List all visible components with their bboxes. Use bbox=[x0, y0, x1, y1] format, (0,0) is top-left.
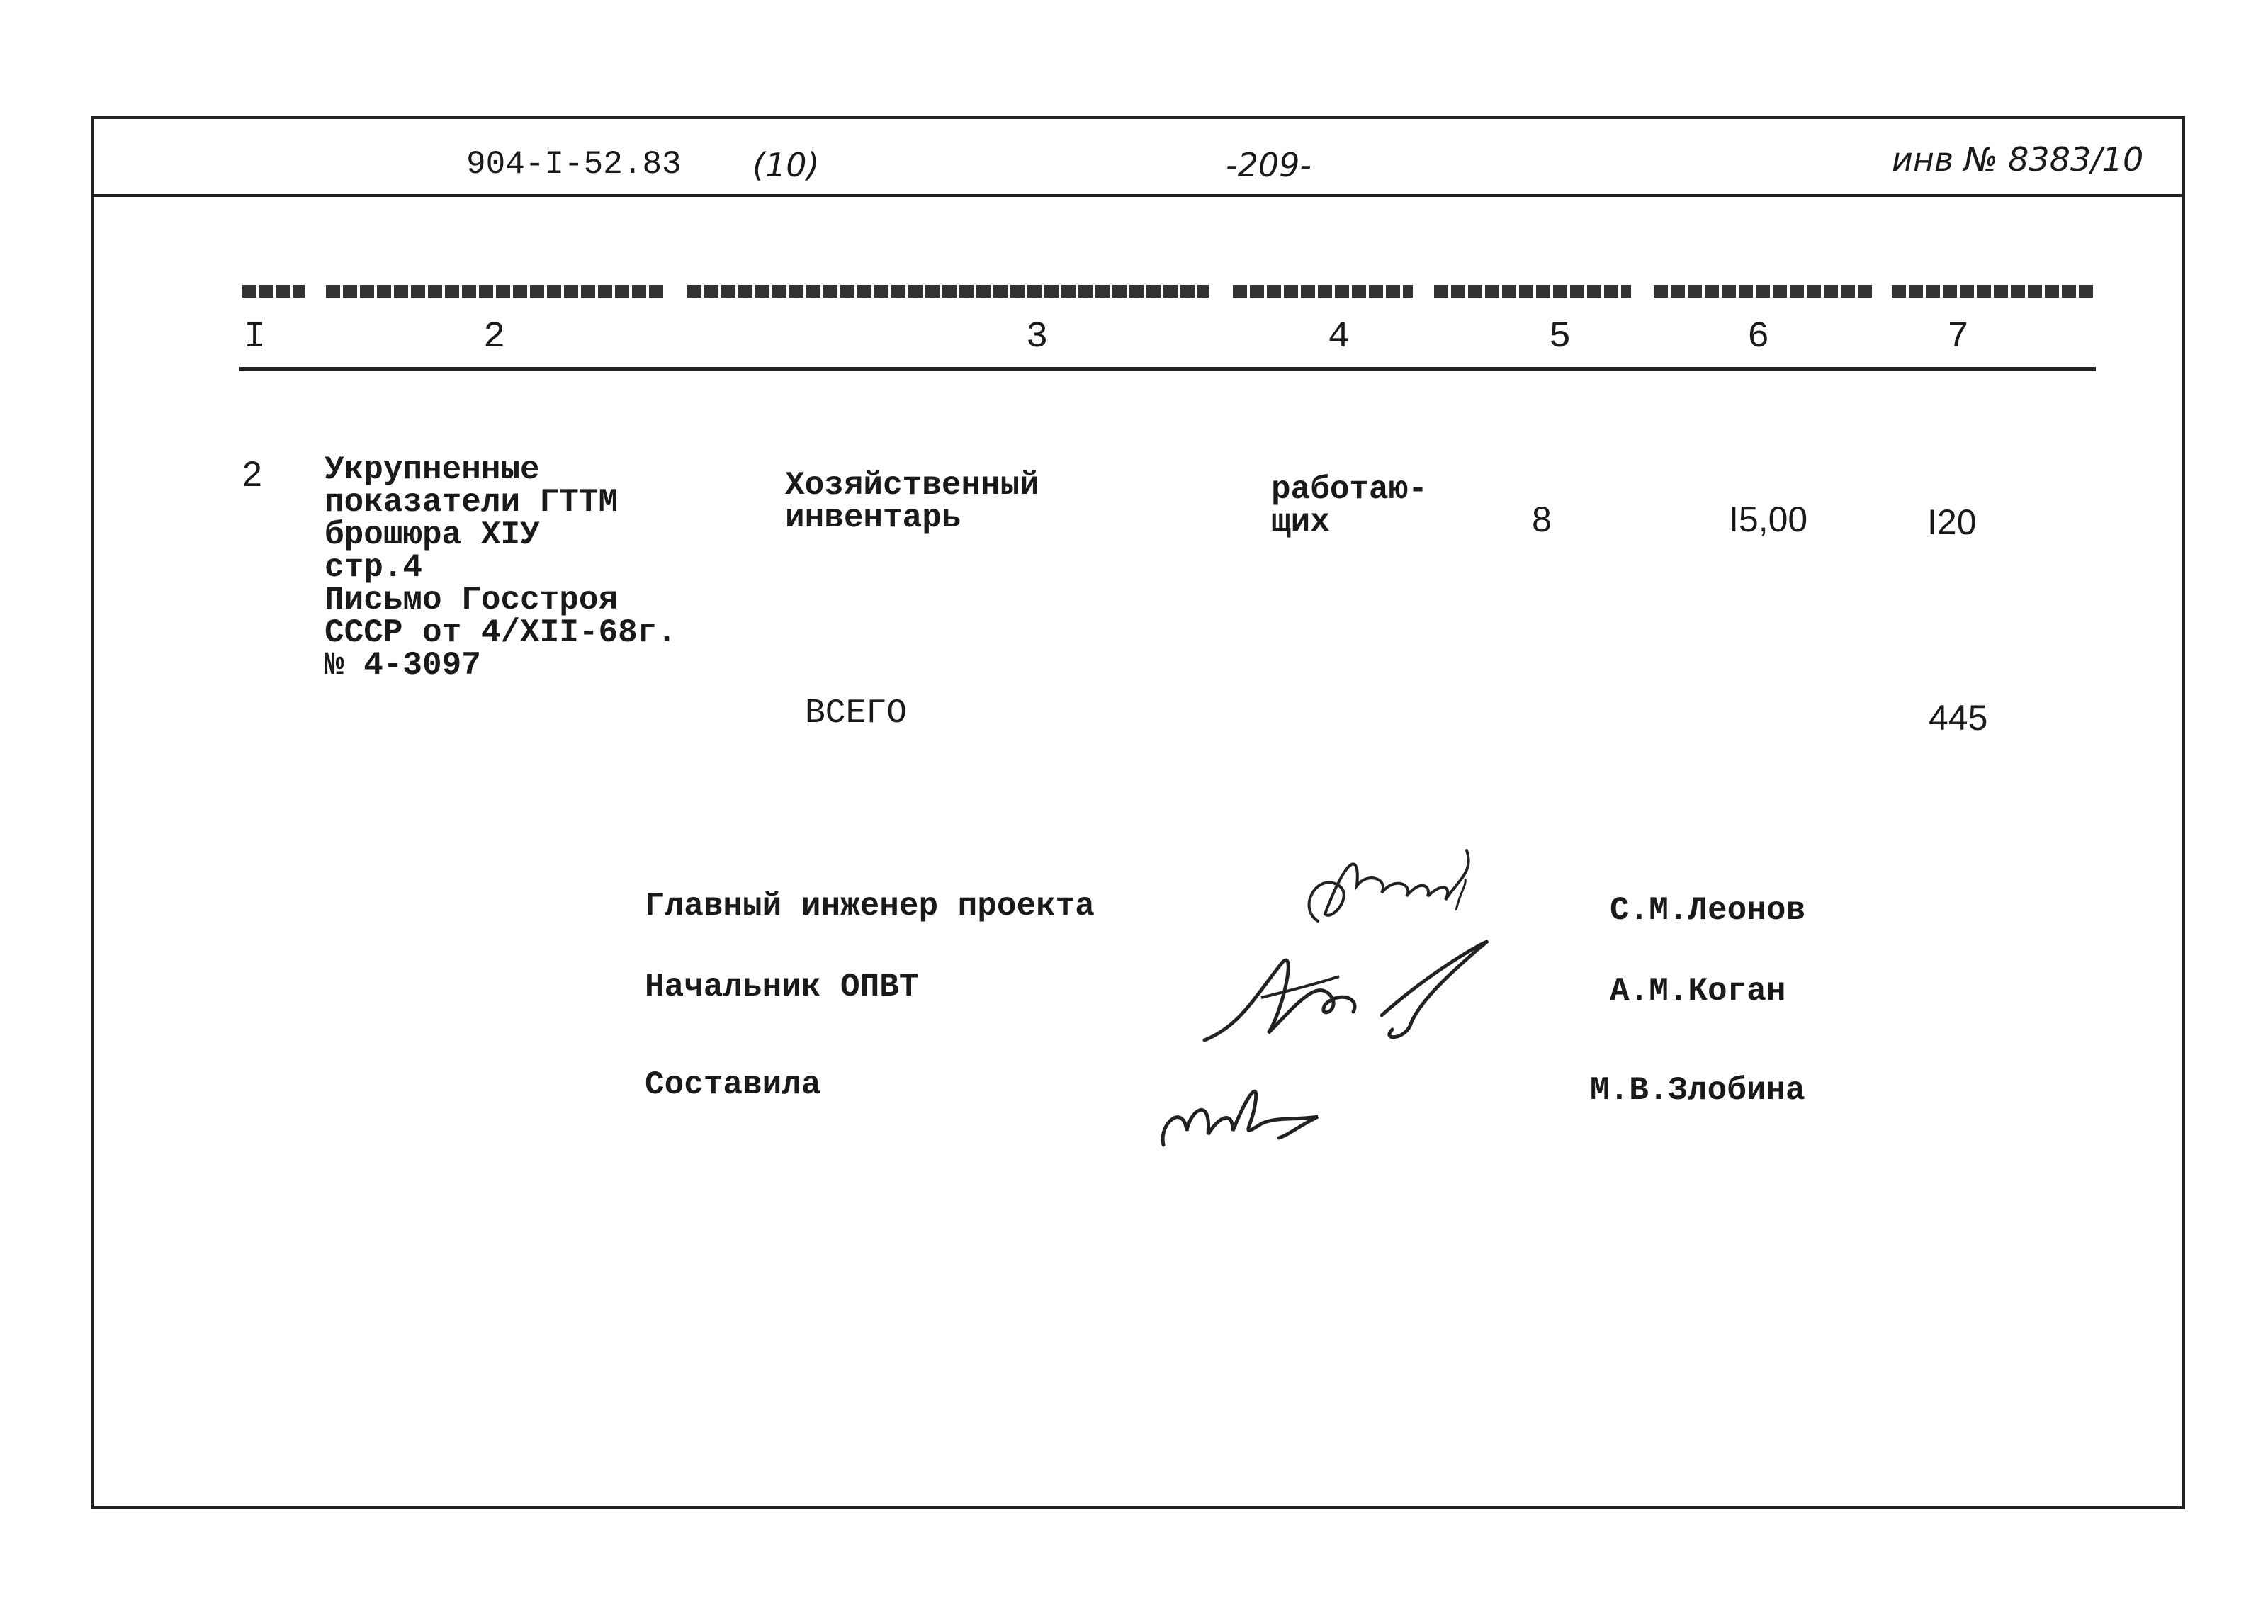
column-number-6: 6 bbox=[1747, 316, 1770, 358]
source-line: № 4-3097 bbox=[325, 647, 481, 684]
source-line: Письмо Госстроя bbox=[325, 582, 619, 619]
row-item bbox=[785, 469, 1039, 534]
signature-name-1: С.М.Леонов bbox=[1610, 892, 1806, 929]
signature-kogan bbox=[1197, 934, 1509, 1054]
item-line: инвентарь bbox=[785, 500, 961, 536]
source-line: стр.4 bbox=[325, 549, 423, 586]
source-line: брошюра XIУ bbox=[325, 517, 540, 553]
table-top-dashes bbox=[326, 285, 663, 298]
unit-line: щих bbox=[1271, 504, 1330, 541]
table-header-rule bbox=[239, 367, 2096, 371]
column-number-4: 4 bbox=[1328, 316, 1350, 358]
sheet-number: (10) bbox=[752, 146, 820, 184]
signature-leonov bbox=[1290, 843, 1516, 942]
summary-value: 445 bbox=[1929, 698, 1988, 738]
source-line: показатели ГТТМ bbox=[325, 484, 619, 521]
row-unit-price: I5,00 bbox=[1729, 500, 1808, 539]
page-number: -209- bbox=[1226, 146, 1311, 184]
signature-zlobina bbox=[1155, 1067, 1339, 1159]
row-source bbox=[325, 453, 677, 682]
signature-title-1: Главный инженер проекта bbox=[645, 888, 1095, 925]
column-number-7: 7 bbox=[1947, 316, 1970, 358]
signature-name-3: М.В.Злобина bbox=[1590, 1072, 1805, 1109]
signature-title-2: Начальник ОПВТ bbox=[645, 969, 919, 1005]
row-quantity: 8 bbox=[1532, 500, 1552, 539]
row-unit bbox=[1271, 471, 1428, 541]
table-top-dashes bbox=[1654, 285, 1873, 298]
item-line: Хозяйственный bbox=[785, 467, 1039, 504]
row-total: I20 bbox=[1927, 502, 1977, 542]
column-number-2: 2 bbox=[483, 316, 506, 358]
header-rule bbox=[91, 194, 2185, 197]
unit-line: работаю- bbox=[1271, 471, 1428, 508]
signature-name-2: А.М.Коган bbox=[1610, 973, 1786, 1010]
doc-code: 904-I-52.83 bbox=[466, 146, 682, 183]
table-top-dashes bbox=[1233, 285, 1413, 298]
row-index: 2 bbox=[242, 454, 262, 494]
signature-title-3: Составила bbox=[645, 1066, 821, 1103]
table-top-dashes bbox=[687, 285, 1209, 298]
column-number-5: 5 bbox=[1549, 316, 1572, 358]
column-number-1: I bbox=[244, 316, 266, 358]
table-top-dashes bbox=[1434, 285, 1631, 298]
source-line: СССР от 4/XII-68г. bbox=[325, 614, 677, 651]
column-number-3: 3 bbox=[1026, 316, 1049, 358]
table-top-dashes bbox=[1892, 285, 2096, 298]
table-top-dashes bbox=[242, 285, 305, 298]
summary-label: ВСЕГО bbox=[805, 694, 908, 733]
inventory-number: инв № 8383/10 bbox=[1892, 140, 2144, 179]
page-frame bbox=[91, 116, 2185, 1509]
source-line: Укрупненные bbox=[325, 451, 540, 488]
